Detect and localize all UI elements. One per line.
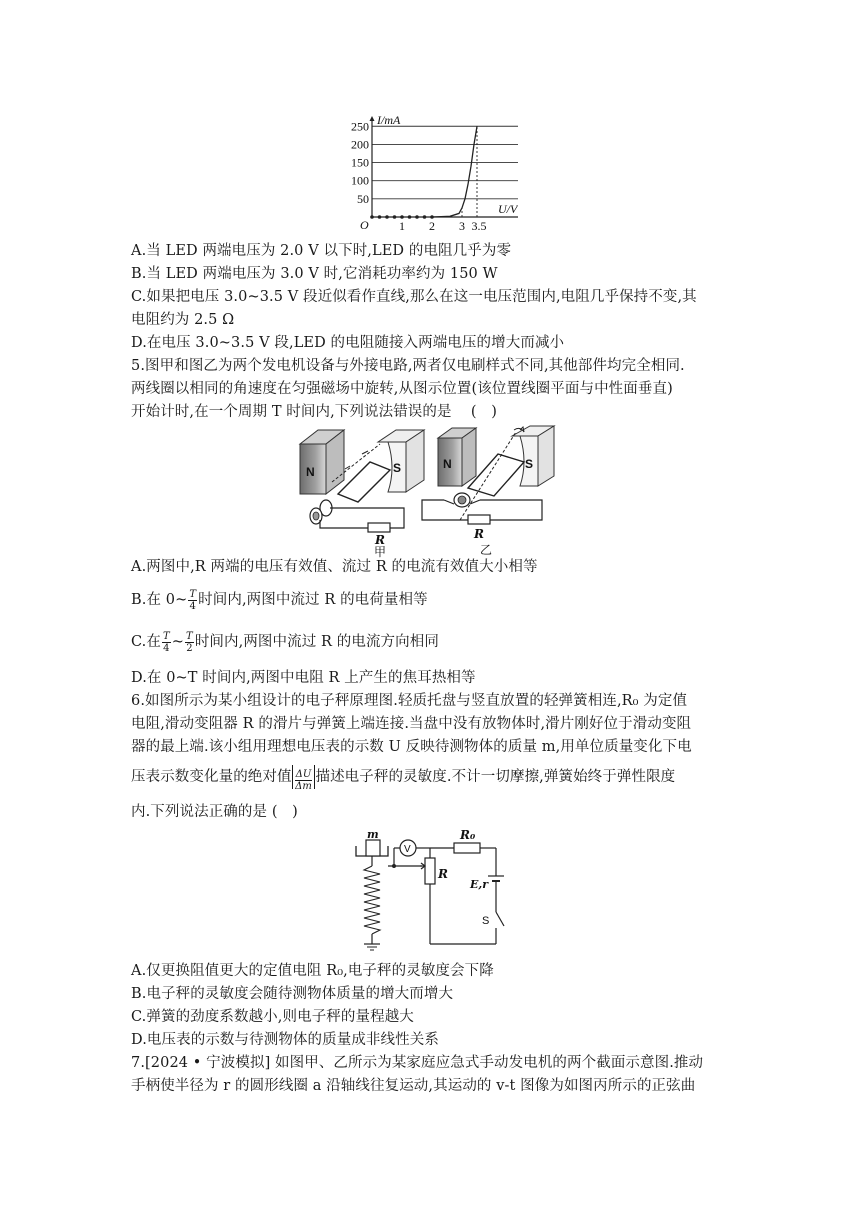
q4-option-b: B.当 LED 两端电压为 3.0 V 时,它消耗功率约为 150 W: [131, 266, 498, 282]
fraction-numerator: ΔU: [295, 768, 312, 780]
fraction-t-over-4: [162, 631, 171, 654]
data-point: [385, 215, 389, 219]
magnet-s-label-right: S: [525, 457, 534, 471]
chart-grid: [372, 126, 518, 217]
caption-yi: 乙: [480, 543, 493, 557]
origin-label: O: [360, 218, 369, 232]
q6-option-d: D.电压表的示数与待测物体的质量成非线性关系: [131, 1032, 439, 1048]
fraction-denominator: 4: [189, 600, 196, 612]
y-tick-label: 250: [351, 119, 369, 134]
fraction-t-over-4: [188, 589, 197, 612]
data-point: [378, 215, 382, 219]
y-tick-label: 50: [357, 191, 369, 206]
scale-circuit-figure: [350, 826, 520, 958]
y-axis-label: I/mA: [377, 113, 401, 127]
generator-figure: [292, 424, 562, 558]
q5-stem-line2: 两线圈以相同的角速度在匀强磁场中旋转,从图示位置(该位置线圈平面与中性面垂直): [131, 381, 673, 397]
x-tick-label: 2: [429, 219, 435, 233]
q5-option-d: D.在 0~T 时间内,两图中电阻 R 上产生的焦耳热相等: [131, 670, 476, 686]
x-tick-label: 3: [459, 219, 465, 233]
y-tick-label: 200: [351, 137, 369, 152]
fraction-denominator: 4: [163, 642, 170, 654]
q4-option-a: A.当 LED 两端电压为 2.0 V 以下时,LED 的电阻几乎为零: [131, 243, 512, 259]
q5-option-b: [131, 585, 731, 615]
q6-option-b: B.电子秤的灵敏度会随待测物体质量的增大而增大: [131, 986, 454, 1002]
q6-stem-line3: 器的最上端.该小组用理想电压表的示数 U 反映待测物体的质量 m,用单位质量变化下电: [131, 739, 692, 755]
q5-option-c: [131, 627, 731, 657]
data-point: [393, 215, 397, 219]
q5-option-a: A.两图中,R 两端的电压有效值、流过 R 的电流有效值大小相等: [131, 559, 538, 575]
magnet-n-label: N: [306, 465, 315, 479]
resistor-r-label-right: R: [474, 527, 484, 541]
fraction-denominator: Δm: [295, 780, 312, 792]
q5-stem-line3: 开始计时,在一个周期 T 时间内,下列说法错误的是 ( ): [131, 404, 498, 420]
x-tick-label: 1: [399, 219, 405, 233]
mass-m-label: m: [367, 828, 379, 841]
q5-c-tilde: ~: [171, 634, 185, 650]
fraction-numerator: T: [186, 630, 193, 642]
y-tick-label: 150: [351, 155, 369, 170]
x-tick-label: 3.5: [471, 219, 487, 233]
q6-stem4-prefix: 压表示数变化量的绝对值: [131, 769, 292, 785]
chart-axes: [370, 116, 519, 220]
chart-labels: [351, 113, 518, 233]
voltmeter-v-label: V: [404, 844, 411, 855]
q4-option-d: D.在电压 3.0~3.5 V 段,LED 的电阻随接入两端电压的增大而减小: [131, 335, 565, 351]
y-axis-arrow: [370, 116, 375, 121]
q5-stem-line1: 5.图甲和图乙为两个发电机设备与外接电路,两者仅电刷样式不同,其他部件均完全相同.: [131, 358, 685, 374]
q7-stem-line2: 手柄使半径为 r 的圆形线圈 a 沿轴线往复运动,其运动的 v-t 图像为如图丙所示的正弦曲: [131, 1078, 696, 1094]
q6-stem4-suffix: 描述电子秤的灵敏度.不计一切摩擦,弹簧始终于弹性限度: [315, 769, 676, 785]
magnet-n-label-right: N: [443, 457, 452, 471]
q5-b-suffix: 时间内,两图中流过 R 的电荷量相等: [198, 592, 428, 608]
resistor-r0-label: R₀: [460, 828, 476, 842]
magnet-s-label: S: [393, 461, 402, 475]
y-tick-label: 100: [351, 173, 369, 188]
q6-stem-line4: [131, 762, 731, 792]
rheostat-r-label: R: [438, 867, 448, 881]
q6-stem-line1: 6.如图所示为某小组设计的电子秤原理图.轻质托盘与竖直放置的轻弹簧相连,R₀ 为定值: [131, 693, 688, 709]
data-point: [408, 215, 412, 219]
q4-option-c-line1: C.如果把电压 3.0~3.5 V 段近似看作直线,那么在这一电压范围内,电阻几乎保持不变,其: [131, 289, 697, 305]
resistor-r-label-left: R: [375, 533, 385, 547]
fraction-numerator: T: [189, 588, 197, 600]
iu-curve: [432, 126, 477, 217]
generator-right: [422, 426, 554, 557]
q7-stem-line1: 7.[2024 • 宁波模拟] 如图甲、乙所示为某家庭应急式手动发电机的两个截面示意图.推动: [131, 1055, 704, 1071]
battery-er-label: E,r: [470, 878, 489, 891]
q6-option-a: A.仅更换阻值更大的定值电阻 R₀,电子秤的灵敏度会下降: [131, 963, 494, 979]
q5-c-suffix: 时间内,两图中流过 R 的电流方向相同: [194, 634, 439, 650]
fraction-denominator: 2: [186, 642, 193, 654]
q5-c-prefix: C.在: [131, 634, 161, 650]
q4-option-c-line2: 电阻约为 2.5 Ω: [131, 312, 235, 328]
fraction-numerator: T: [163, 630, 170, 642]
data-point: [423, 215, 427, 219]
caption-jia: 甲: [374, 545, 387, 558]
fraction-t-over-2: [185, 631, 194, 654]
x-axis-label: U/V: [498, 202, 518, 216]
abs-fraction: [292, 765, 316, 792]
q6-stem-line5: 内.下列说法正确的是 ( ): [131, 804, 298, 820]
data-point: [415, 215, 419, 219]
q6-option-c: C.弹簧的劲度系数越小,则电子秤的量程越大: [131, 1009, 414, 1025]
switch-s-label: S: [482, 915, 490, 927]
iu-chart: [348, 110, 518, 234]
q6-stem-line2: 电阻,滑动变阻器 R 的滑片与弹簧上端连接.当盘中没有放物体时,滑片刚好位于滑动变阻: [131, 716, 692, 732]
data-point: [370, 215, 374, 219]
q5-b-prefix: B.在 0~: [131, 592, 188, 608]
generator-left: [300, 430, 424, 558]
chart-marks: [370, 126, 477, 219]
